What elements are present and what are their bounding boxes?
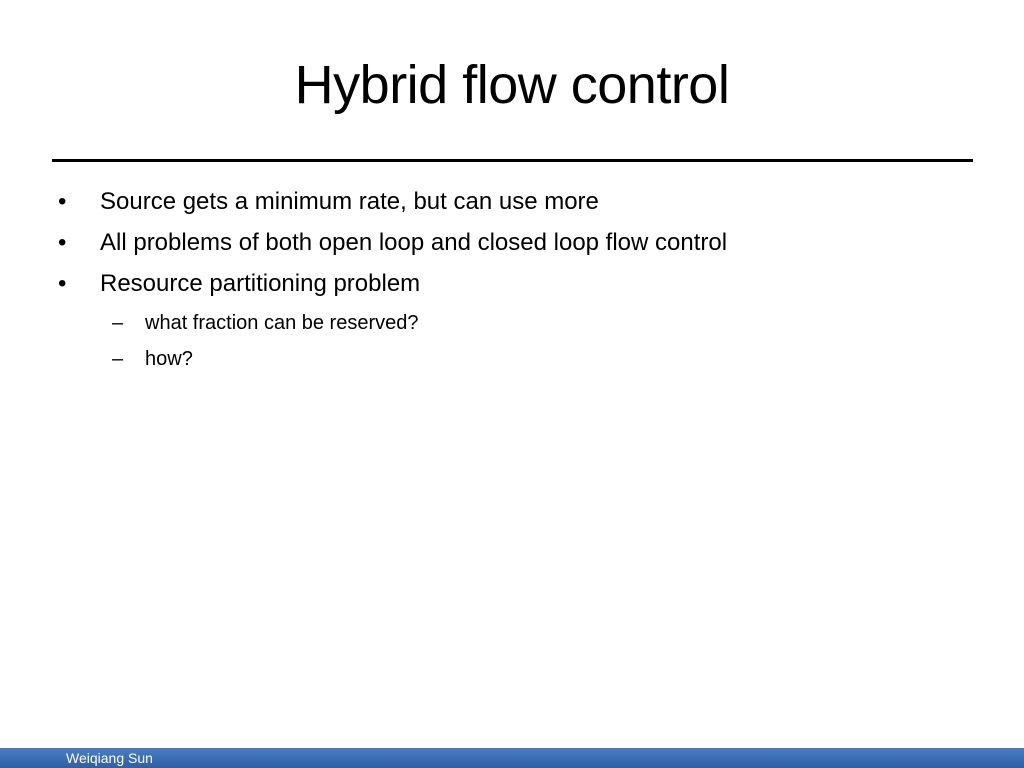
bullet-marker: •: [58, 188, 67, 215]
slide-title: Hybrid flow control: [294, 55, 730, 115]
bullet-marker: •: [58, 270, 67, 297]
bullet-text: Resource partitioning problem: [100, 270, 421, 297]
bullet-text: All problems of both open loop and closed loop flow control: [100, 229, 728, 256]
sub-bullet-marker: –: [112, 312, 124, 334]
footer-author: Weiqiang Sun: [66, 750, 153, 766]
sub-bullet-text: what fraction can be reserved?: [145, 312, 419, 334]
bullet-text: Source gets a minimum rate, but can use more: [100, 188, 599, 215]
bullet-marker: •: [58, 229, 67, 256]
footer-bar: [0, 748, 1024, 768]
sub-bullet-text: how?: [145, 348, 193, 370]
sub-bullet-marker: –: [112, 348, 124, 370]
